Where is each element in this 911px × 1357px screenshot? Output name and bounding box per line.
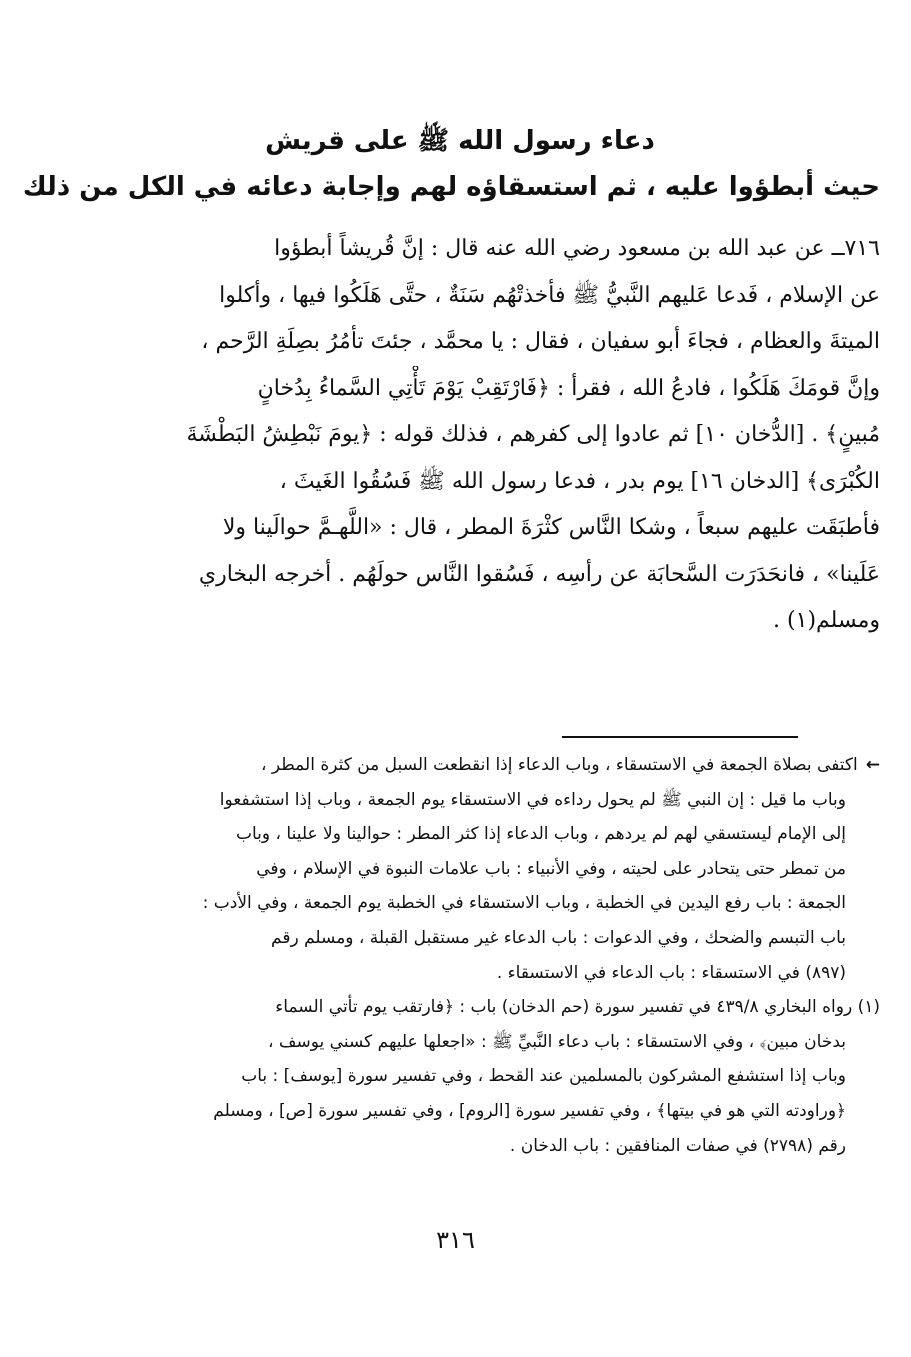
footnote-continuation-line: من تمطر حتى يتحادر على لحيته ، وفي الأنبياء : باب علامات النبوة في الإسلام ، وفي <box>256 858 846 879</box>
footnotes <box>40 748 880 1163</box>
hadith-line: فأطبَقَت عليهم سبعاً ، وشكا النَّاس كثْرَةَ المطر ، قال : «اللَّهـمَّ حوالَينا ولا <box>222 515 880 540</box>
footnote-1-line: وباب إذا استشفع المشركون بالمسلمين عند القحط ، وفي تفسير سورة [يوسف] : باب <box>241 1066 846 1087</box>
footnote-continuation-line <box>40 748 880 783</box>
section-subtitle: حيث أبطؤوا عليه ، ثم استسقاؤه لهم وإجابة دعائه في الكل من ذلك <box>22 172 880 202</box>
footnote-1-line: بدخان مبين﴾ ، وفي الاستسقاء : باب دعاء النَّبيِّ ﷺ : «اجعلها عليهم كسني يوسف ، <box>268 1031 846 1052</box>
hadith-line: عن الإسلام ، فَدعا عَليهم النَّبيُّ ﷺ فأخذتْهُم سَنَةٌ ، حتَّى هَلَكُوا فيها ، وأكلوا <box>219 282 880 308</box>
continuation-arrow-icon: ← <box>865 755 880 775</box>
footnote-continuation-line: إلى الإمام ليستسقي لهم لم يردهم ، وباب الدعاء إذا كثر المطر : حوالينا ولا علينا ، وباب <box>235 824 846 845</box>
footnote-1-line: رقم (٢٧٩٨) في صفات المنافقين : باب الدخان . <box>509 1135 846 1156</box>
footnote-divider <box>562 736 798 738</box>
footnote-continuation-line: وباب ما قيل : إن النبي ﷺ لم يحول رداءه في الاستسقاء يوم الجمعة ، وباب إذا استشفعوا <box>219 789 846 810</box>
footnote-continuation-line: الجمعة : باب رفع اليدين في الخطبة ، وباب الاستسقاء في الخطبة يوم الجمعة ، وفي الأدب : <box>202 893 846 914</box>
hadith-line: عَلَينا» ، فانحَدَرَت السَّحابَة عن رأسِه ، فَسُقوا النَّاس حولَهُم . أخرجه البخاري <box>198 561 880 587</box>
footnote-continuation-line: (٨٩٧) في الاستسقاء : باب الدعاء في الاستسقاء . <box>496 962 846 983</box>
footnote-continuation-line: باب التبسم والضحك ، وفي الدعوات : باب الدعاء غير مستقبل القبلة ، ومسلم رقم <box>271 927 846 948</box>
footnote-line-text: اكتفى بصلاة الجمعة في الاستسقاء ، وباب الدعاء إذا انقطعت السبل من كثرة المطر ، <box>260 755 858 775</box>
hadith-text <box>40 226 880 645</box>
hadith-line: الكُبْرَى﴾ [الدخان ١٦] يوم بدر ، فدعا رسول الله ﷺ فَسُقُوا الغَيثَ ، <box>279 468 880 494</box>
section-title: دعاء رسول الله ﷺ على قريش <box>265 126 655 156</box>
hadith-line: ٧١٦ــ عن عبد الله بن مسعود رضي الله عنه قال : إنَّ قُريشاً أبطؤوا <box>274 236 880 261</box>
hadith-line: ومسلم(١) . <box>773 608 880 633</box>
hadith-line: وإنَّ قومَكَ هَلَكُوا ، فادعُ الله ، فقرأ : ﴿فَارْتَقِبْ يَوْمَ تَأْتِي السَّماءُ بِدُخانٍ <box>257 375 880 401</box>
footnote-1-line: (١) رواه البخاري ٤٣٩/٨ في تفسير سورة (حم الدخان) باب : ﴿فارتقب يوم تأتي السماء <box>275 997 880 1018</box>
hadith-line: الميتةَ والعظام ، فجاءَ أبو سفيان ، فقال : يا محمَّد ، جئتَ تأمُرُ بصِلَةِ الرَّحم ، <box>201 329 880 354</box>
page-number: ٣١٦ <box>436 1226 475 1254</box>
hadith-line: مُبينٍ﴾ . [الدُّخان ١٠] ثم عادوا إلى كفرهم ، فذلك قوله : ﴿يومَ نَبْطِشُ البَطْشَةَ <box>186 422 880 447</box>
footnote-1-line: ﴿وراودته التي هو في بيتها﴾ ، وفي تفسير سورة [الروم] ، وفي تفسير سورة [ص] ، ومسلم <box>213 1100 846 1121</box>
